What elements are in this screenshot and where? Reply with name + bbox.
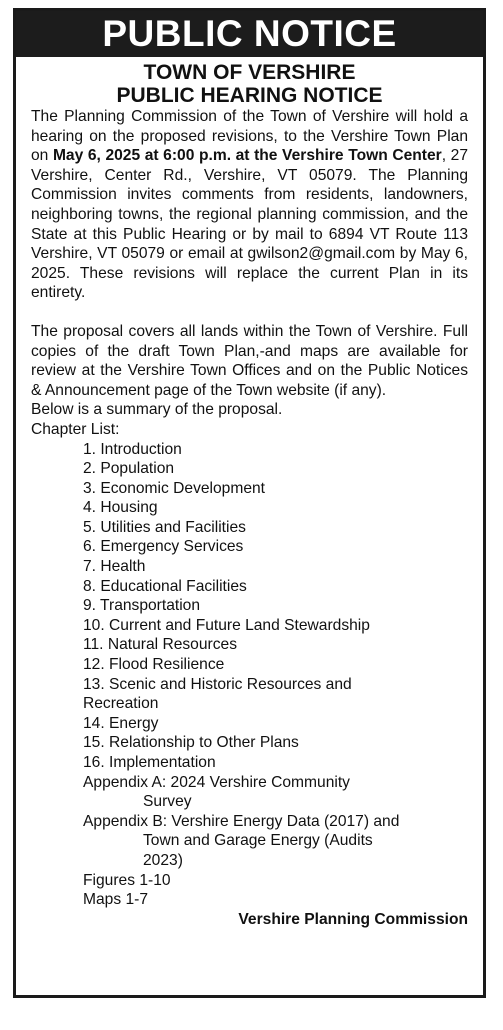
chapter-item: 12. Flood Resilience xyxy=(83,656,225,674)
chapter-item: 6. Emergency Services xyxy=(83,538,244,556)
signature: Vershire Planning Commission xyxy=(238,910,468,928)
chapter-item: 2. Population xyxy=(83,460,175,478)
notice-content xyxy=(16,57,483,929)
chapter-item: 11. Natural Resources xyxy=(83,636,237,654)
summary-line: Below is a summary of the proposal. xyxy=(31,401,283,419)
notice-banner: PUBLIC NOTICE xyxy=(16,11,483,57)
proposal-paragraph: The proposal covers all lands within the Town of Vershire. Full copies of the draft Town Plan,-and maps are available for review at the Vershire Town Offices and on the Public Notices & Announcement page of the Town website (if any). xyxy=(31,322,468,399)
chapter-item: 1. Introduction xyxy=(83,440,182,458)
heading-town: TOWN OF VERSHIRE xyxy=(143,61,356,84)
chapter-item: 9. Transportation xyxy=(83,597,201,615)
chapter-item: 15. Relationship to Other Plans xyxy=(83,734,299,752)
appendix-b-line3: 2023) xyxy=(143,851,183,869)
chapter-item: 13. Scenic and Historic Resources and Recreation xyxy=(83,675,352,713)
appendix-b-line1: Appendix B: Vershire Energy Data (2017) and xyxy=(83,812,400,830)
heading-title: PUBLIC HEARING NOTICE xyxy=(116,84,383,107)
chapter-item: 3. Economic Development xyxy=(83,479,266,497)
chapter-item: 10. Current and Future Land Stewardship xyxy=(83,616,370,634)
hearing-paragraph xyxy=(31,107,468,303)
chapter-list xyxy=(31,440,468,773)
chapter-item: 7. Health xyxy=(83,558,146,576)
chapter-item: 14. Energy xyxy=(83,714,159,732)
hearing-text-part2: , 27 Vershire, Center Rd., Vershire, VT 05079. The Planning Commission invites comments from residents, landowners, neighboring towns, the regional planning commission, and the State at this Public Hearing or by mail to 6894 VT Route 113 Vershire, VT 05079 or email at gwilson2@gmail.com by May 6, 2025. These revisions will replace the current Plan in its entirety. xyxy=(31,147,468,302)
chapter-item: 16. Implementation xyxy=(83,754,216,771)
hearing-date-location: May 6, 2025 at 6:00 p.m. at the Vershire Town Center xyxy=(52,147,442,165)
hearing-text-part1: The Planning Commission of the Town of Vershire will hold a hearing on the proposed revisions, to the Vershire Town Plan on xyxy=(31,108,468,165)
figures-line: Figures 1-10 xyxy=(83,871,171,889)
paragraph-spacer xyxy=(31,303,468,322)
chapter-item: 5. Utilities and Facilities xyxy=(83,518,246,536)
notice-heading xyxy=(31,61,468,107)
appendix-a xyxy=(83,773,468,812)
maps-line: Maps 1-7 xyxy=(83,891,149,909)
appendix-a-line1: Appendix A: 2024 Vershire Community xyxy=(83,773,350,791)
chapter-item: 8. Educational Facilities xyxy=(83,577,247,595)
chapter-item: 4. Housing xyxy=(83,499,158,517)
public-notice xyxy=(13,8,486,998)
appendix-a-line2: Survey xyxy=(143,793,192,811)
appendix-b-line2: Town and Garage Energy (Audits xyxy=(143,832,373,850)
appendix-b xyxy=(83,812,468,871)
chapter-list-label: Chapter List: xyxy=(31,420,120,438)
